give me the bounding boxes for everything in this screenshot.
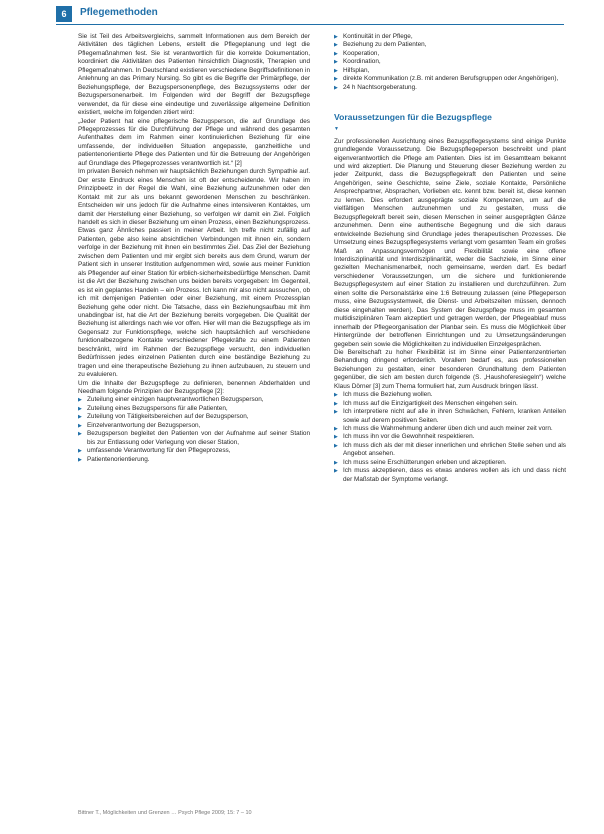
principles-list xyxy=(78,396,310,464)
right-column xyxy=(334,33,566,484)
list-item: ▶ Einzelverantwortung der Bezugsperson, xyxy=(78,422,310,430)
list-item: ▶ umfassende Verantwortung für den Pflegeprozess, xyxy=(78,447,310,455)
list-item: ▶ Beziehung zu dem Patienten, xyxy=(334,41,566,49)
list-item: ▶ Ich muss die Wahrnehmung anderer üben dich und auch meiner zeit vorn. xyxy=(334,425,566,433)
list-item: ▶ Ich muss dich als der mit dieser innerlichen und ehrlichen Stelle sehen und als Angebot ansehen. xyxy=(334,442,566,459)
list-item: ▶ Bezugsperson begleitet den Patienten von der Aufnahme auf seiner Station bis zur Entlassung oder Verlegung von dieser Station, xyxy=(78,430,310,447)
list-item: ▶ Hilfsplan, xyxy=(334,67,566,75)
attitude-list xyxy=(334,391,566,484)
list-item: ▶ 24 h Nachtsorgeberatung. xyxy=(334,84,566,92)
footer-citation: Bittner T., Möglichkeiten und Grenzen … Psych Pflege 2009; 15: 7 – 10 xyxy=(78,810,252,816)
features-list xyxy=(334,33,566,92)
list-item: ▶ Koordination, xyxy=(334,58,566,66)
list-item: ▶ Zuteilung einer einzigen hauptverantwortlichen Bezugsperson, xyxy=(78,396,310,404)
header-rule xyxy=(56,24,564,25)
list-item: ▶ Ich muss die Beziehung wollen. xyxy=(334,391,566,399)
list-item: ▶ Zuteilung eines Bezugspersons für alle Patienten, xyxy=(78,405,310,413)
list-item: ▶ Patientenorientierung. xyxy=(78,456,310,464)
paragraph: Etwas ganz Ähnliches passiert in meiner Arbeit. Ich treffe nicht zufällig auf Patienten, gebe also keine absichtlichen Verbindungen mit ihnen ein, sondern verfolge in der Beziehung mit ihnen ein bestimmtes Ziel. Das Ziel der Beziehung zwischen dem Patienten und mir ergibt sich bereits aus dem Grund, warum der Patient sich in unserer Institution aufgenommen wird, sowie aus meiner Funktion als Pflegender auf einer Station für erblich-sicherheitsbedürftige Menschen. Damit ist die Art der Beziehung zwischen uns beiden bereits vorgegeben: Im Gegenteil, es ist ein geplantes Handeln – ein Prozess. Ich kann mir also nicht aussuchen, ob ich mit demjenigen Patienten oder einer Beziehung, mit einem Prozessplan Beziehung gehe oder nicht. Die Tatsache, dass ein Beziehungsaufbau mit ihm unabdingbar ist, hat die Art der Beziehung bereits vorgegeben. Die Qualität der Beziehung ist allerdings nach wie vor offen. Hier will man die Bezugspflege als im Gegensatz zur Funktionspflege, welche sich hauptsächlich auf verschiedene funktionalbezogene Kontakte verschiedener Pflegekräfte zu einem Patienten beschränkt, wird im Rahmen der Bezugspflege versucht, den individuellen Bedürfnissen jedes einzelnen Patienten durch eine beständige Beziehung zu tragen und eine therapeutische Beziehung zu ihnen aufzubauen, zu steuern und zu evaluieren. xyxy=(78,227,310,379)
paragraph: Die Bereitschaft zu hoher Flexibilität ist im Sinne einer Patientenzentrierten Behandlung dringend erforderlich. Vorallem bedarf es, aus professionellen Beziehungen zu gestalten, einer besonderen Grundhaltung dem Patienten gegenüber, die sich am besten durch folgende (S. „Haushoferesiegeln“) welche Klaus Dörner [3] zum Thema formuliert hat, zum Ausdruck bringen lässt. xyxy=(334,348,566,390)
list-item: ▶ direkte Kommunikation (z.B. mit anderen Berufsgruppen oder Angehörigen), xyxy=(334,75,566,83)
paragraph: „Jeder Patient hat eine pflegerische Bezugsperson, die auf Grundlage des Pflegeprozesses für die Durchführung der Pflege und während des gesamten Aufenthaltes dem im Rahmen einer kontinuierlichen Beziehung für eine umfassende, der individuellen Situation angepasste, ganzheitliche und patientenorientierte Pflege des Patienten und für die Betreuung der Angehörigen auf Grundlage des Pflegeprozesses verantwortlich ist.“ [2] xyxy=(78,117,310,167)
list-item: ▶ Zuteilung von Tätigkeitsbereichen auf der Bezugsperson, xyxy=(78,413,310,421)
page-number-badge: 6 xyxy=(56,6,72,22)
section-marker-icon: ▼ xyxy=(334,126,339,133)
list-item: ▶ Ich muss akzeptieren, dass es etwas anderes wollen als ich und dass nicht der Maßstab der Symptome verlangt. xyxy=(334,467,566,484)
left-column xyxy=(78,33,310,464)
list-item: ▶ Kontinuität in der Pflege, xyxy=(334,33,566,41)
list-item: ▶ Kooperation, xyxy=(334,50,566,58)
paragraph: Um die Inhalte der Bezugspflege zu definieren, benennen Abderhalden und Needham folgende Prinzipien der Bezugspflege [2]: xyxy=(78,379,310,396)
list-item: ▶ Ich muss ihn vor die Gewohnheit respektieren. xyxy=(334,433,566,441)
list-item: ▶ Ich muss seine Erschütterungen erleben und akzeptieren. xyxy=(334,459,566,467)
list-item: ▶ Ich interpretiere nicht auf alle in ihren Schwächen, Fehlern, kranken Anteilen sowie auf derem positiven Seiten. xyxy=(334,408,566,425)
section-heading: Voraussetzungen für die Bezugspflege xyxy=(334,112,492,123)
paragraph: Im privaten Bereich nehmen wir hauptsächlich Beziehungen durch Sympathie auf. Der erste Eindruck eines Menschen ist oft der entscheidende. Wir haben im Prinzipbeetz in der Regel die Wahl, eine Beziehung aufzunehmen oder den Kontakt mit zur als uns bekannt gewordenen Menschen zu beschränken. Entscheiden wir uns jedoch für die Aufnahme eines intensiveren Kontaktes, um damit der Herstellung einer Beziehung, so verfolgen wir damit ein Ziel. Folglich handelt es sich in dieser Beziehung um einen Prozess, einen Beziehungsprozess. xyxy=(78,168,310,226)
list-item: ▶ Ich muss auf die Einzigartigkeit des Menschen eingehen sein. xyxy=(334,400,566,408)
paragraph: Zur professionellen Ausrichtung eines Bezugspflegesystems sind einige Punkte grundlegende Voraussetzung. Die Bezugspflegeperson beschreibt und plant eigenverantwortlich die Pflege am Patienten. Dies ist im Gesamtteam bekannt und wird akzeptiert. Die Planung und Steuerung dieser Beziehung werden zu jeder Zeitpunkt, dass die Bezugspflegekraft den Patienten und seine Angehörigen, seine Geschichte, seine Ziele, soziale Kontakte, Persönliche Ansprechpartner, Absprachen, Vorlieben etc. kennt bzw. bereit ist, diese kennen zu lernen. Dies erfordert ausgeprägte soziale Kompetenzen, um auf die vielfältigen Menschen aufzunehmen und zu gestalten, muss die Bezugspflegekraft bereit sein, diesen Menschen in seiner ausgeprägten Gänze anzunehmen. Denn eine authentische Begegnung und die sich daraus entwickelnde Beziehung sind Grundlage jedes therapeutischen Prozesses. Die Umsetzung eines Bezugspflegesystems verlangt vom gesamten Team ein großes Maß an Anpassungsvermögen und Flexibilität sowie eine offene Interdisziplinarität und Interdisziplinarität, weder die Sachziele, im Sinne einer gezielten Mechanismenarbeit, noch gemeinsame, werden darf. Es bedarf verschiedener Voraussetzungen, um die sichere und funktionierende Bezugspflegesystem auf einer Station zu installieren und durchzuführen. Zum einen sollte die Personalstärke eine 1:6 Betreuung zulassen (eine Pflegeperson muss, eine Bezugssystemweit, die Dienst- und Arbeitszeiten müssen, dennoch diese eingehalten werden). Das System der Bezugspflege muss im gesamten multidisziplinären Team akzeptiert und getragen werden, der Pflegeablauf muss innerhalb der Pflegeorganisation der Planbar sein. Es muss die Möglichkeit über Hintergründe der betroffenen Einrichtungen und zu Umsetzungsänderungen gegeben sein sowie die Möglichkeiten zu individuellen Einzelgesprächen. xyxy=(334,137,566,348)
paragraph: Sie ist Teil des Arbeitsvergleichs, sammelt Informationen aus dem Bereich der Aktivitäten des täglichen Lebens, erstellt die Pflegeplanung und legt die Pflegemaßnahmen fest. Sie ist verantwortlich für die korrekte Dokumentation, koordiniert die Aktivitäten des Patienten hinsichtlich Diagnostik, Therapien und Pflegemaßnahmen. In Deutschland existieren verschiedene Begriffsdefinitionen in Anlehnung an das Primary Nursing. So gibt es die Begriffe der Primärpflege, der Beziehungspflege, der Bezugspersonenpflege, des Bezugssystems oder der Bezugspersonenarbeit. Im Folgenden wird der Begriff der Bezugspflege verwendet, da für diese eine eindeutige und zuverlässige allgemeine Definition existiert, welche im folgenden zitiert wird: xyxy=(78,33,310,117)
running-head: Pflegemethoden xyxy=(80,7,158,18)
